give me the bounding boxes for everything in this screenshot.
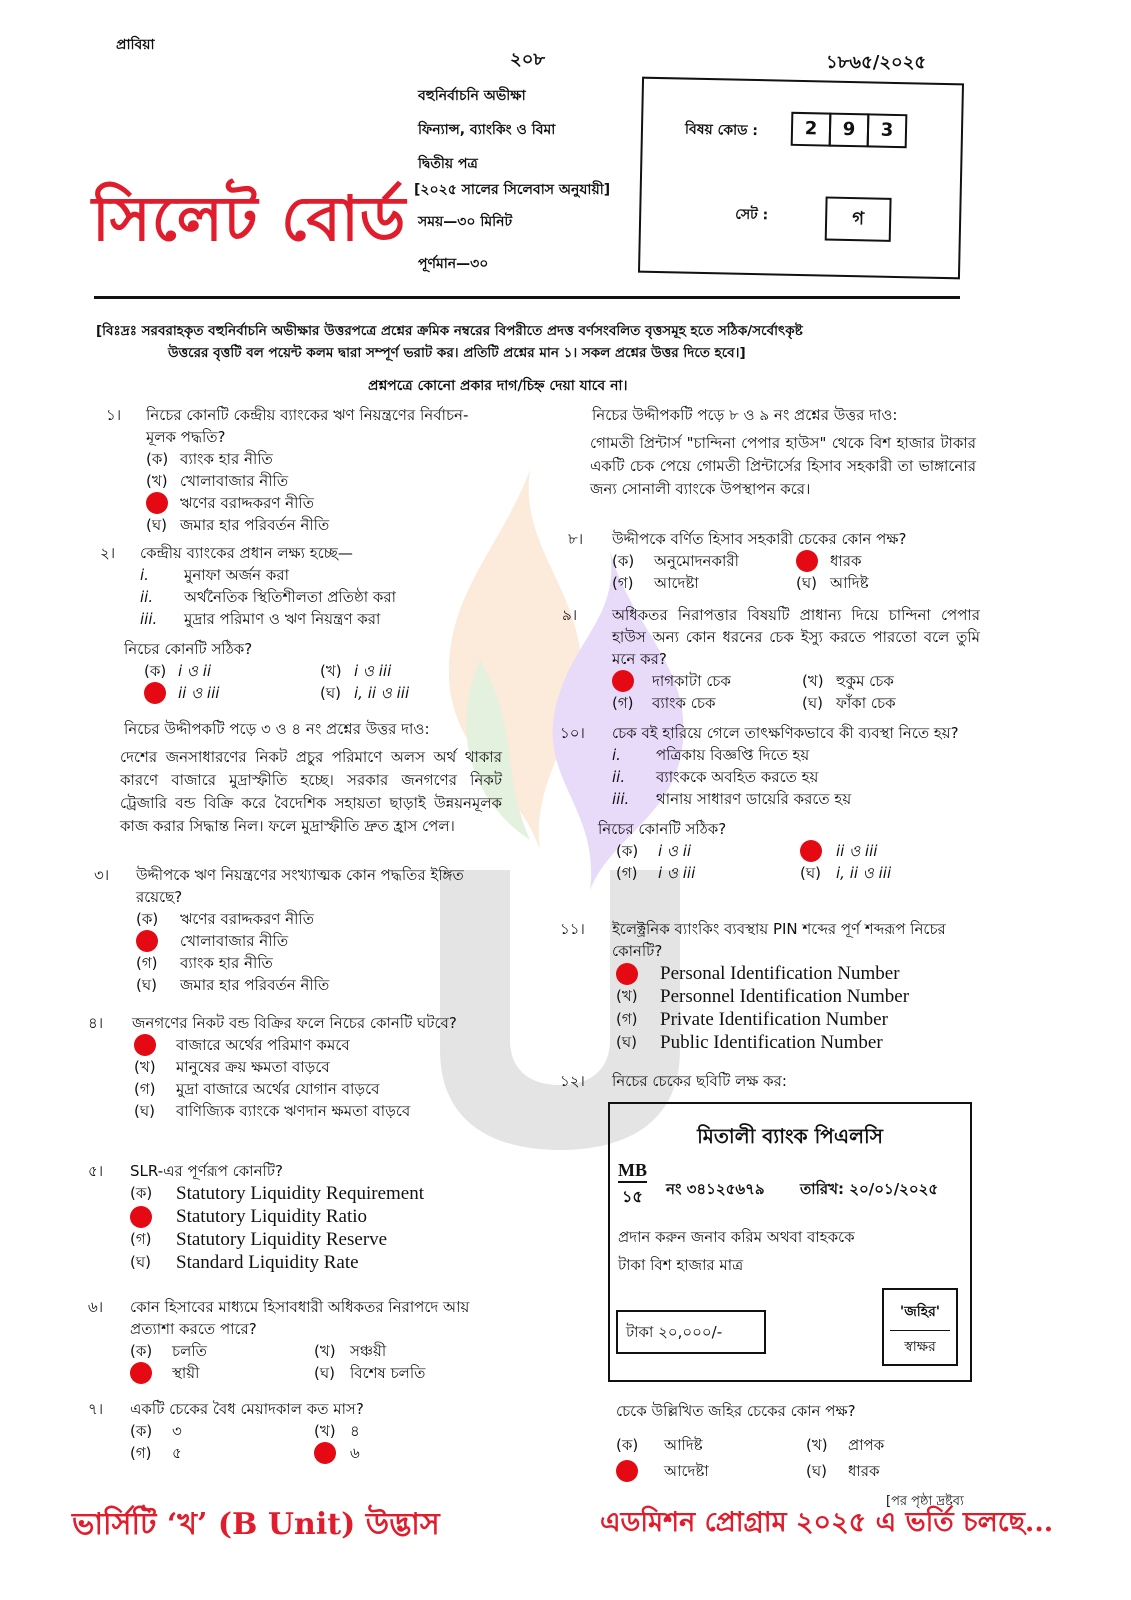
cheque-signature-box: [882, 1288, 958, 1366]
option-d[interactable]: (ঘ) i, ii ও iii: [320, 684, 410, 702]
answer-filled-circle: [130, 1206, 152, 1228]
question-text: নিচের কোনটি কেন্দ্রীয় ব্যাংকের ঋণ নিয়ন্ত্রণের নির্বাচন-: [146, 406, 469, 424]
option-d[interactable]: (ঘ) i, ii ও iii: [800, 864, 892, 882]
question-9: [562, 604, 982, 714]
exam-time: সময়—৩০ মিনিট: [418, 214, 513, 230]
set-label: সেট :: [735, 206, 769, 224]
cheque-amount-words: টাকা বিশ হাজার মাত্র: [618, 1256, 744, 1274]
board-name: সিলেট বোর্ড: [92, 182, 407, 255]
subject-code-digits: [793, 112, 908, 148]
set-value: গ: [825, 197, 892, 242]
no-mark-notice: প্রশ্নপত্রে কোনো প্রকার দাগ/চিহ্ন দেয়া যাবে না।: [368, 378, 628, 394]
question-text: নিচের চেকের ছবিটি লক্ষ কর:: [612, 1072, 787, 1090]
question-ask: নিচের কোনটি সঠিক?: [598, 820, 727, 838]
option-a-answer[interactable]: বাজারে অর্থের পরিমাণ কমবে: [88, 1034, 500, 1056]
option-b[interactable]: (খ) মানুষের ক্রয় ক্ষমতা বাড়বে: [134, 1058, 330, 1076]
option-b-answer[interactable]: Statutory Liquidity Ratio: [88, 1205, 508, 1228]
question-number: ১০।: [560, 724, 585, 742]
question-number: ২।: [100, 544, 116, 562]
option-c[interactable]: (গ) i ও iii: [616, 864, 696, 882]
corner-tag: প্রাবিয়া: [116, 37, 155, 53]
cheque-bank-name: মিতালী ব্যাংক পিএলসি: [697, 1124, 883, 1148]
question-7: [88, 1398, 508, 1464]
question-number: ১।: [106, 406, 122, 424]
question-number: ৬।: [88, 1298, 104, 1316]
question-number: ১২।: [560, 1072, 585, 1090]
statement-iii: iii. থানায় সাধারণ ডায়েরি করতে হয়: [612, 790, 852, 808]
cheque-image: [608, 1102, 972, 1382]
question-2: [100, 542, 510, 704]
question-text: উদ্দীপকে বর্ণিত হিসাব সহকারী চেকের কোন পক্ষ?: [612, 530, 907, 548]
exam-type: বহুনির্বাচনি অভীক্ষা: [418, 88, 526, 104]
option-b[interactable]: (খ) i ও iii: [320, 662, 392, 680]
option-d[interactable]: (ঘ) ধারক: [806, 1462, 880, 1480]
cheque-pay-line: প্রদান করুন জনাব করিম অথবা বাহককে: [618, 1228, 855, 1246]
option-c[interactable]: (গ) আদেষ্টা: [612, 574, 699, 592]
answer-filled-circle: [146, 492, 168, 514]
full-marks: পূর্ণমান—৩০: [418, 256, 489, 272]
footer-brand-left: ভার্সিটি ‘খ’ (B Unit) উদ্ভাস: [72, 1507, 440, 1542]
answer-filled-circle: [800, 840, 822, 862]
option-a-answer[interactable]: Personal Identification Number: [560, 962, 984, 985]
question-number: ৩।: [94, 866, 110, 884]
option-a[interactable]: (ক) i ও ii: [616, 842, 692, 860]
question-12-options: [616, 1434, 996, 1482]
option-c-answer[interactable]: স্থায়ী: [130, 1362, 314, 1384]
option-a[interactable]: (ক) ব্যাংক হার নীতি: [146, 450, 273, 468]
page-number: ২০৮: [510, 49, 546, 70]
subject-code-label: বিষয় কোড :: [684, 121, 759, 140]
option-a[interactable]: (ক) ঋণের বরাদ্দকরণ নীতি: [136, 910, 314, 928]
answer-filled-circle: [314, 1442, 336, 1464]
option-d[interactable]: (ঘ) জমার হার পরিবর্তন নীতি: [146, 516, 330, 534]
option-b[interactable]: (খ) প্রাপক: [806, 1436, 885, 1454]
question-12-ask: চেকে উল্লিখিত জহির চেকের কোন পক্ষ?: [616, 1402, 856, 1420]
question-text: জনগণের নিকট বন্ড বিক্রির ফলে নিচের কোনটি ঘটবে?: [132, 1014, 457, 1032]
answer-filled-circle: [796, 550, 818, 572]
footer-admission-banner: এডমিশন প্রোগ্রাম ২০২৫ এ ভর্তি চলছে...: [600, 1507, 1054, 1538]
option-d[interactable]: (ঘ) জমার হার পরিবর্তন নীতি: [136, 976, 330, 994]
header-divider: [94, 296, 960, 299]
answer-filled-circle: [612, 670, 634, 692]
stimulus-3-4-body: দেশের জনসাধারণের নিকট প্রচুর পরিমাণে অলস অর্থ থাকার কারণে বাজারে মুদ্রাস্ফীতি হচ্ছে। সরকার জনগণের নিকট ট্রেজারি বন্ড বিক্রি করে বৈদেশিক সহায়তা ছাড়াই উন্নয়নমূলক কাজ করার সিদ্ধান্ত নিল। ফলে মুদ্রাস্ফীতি দ্রুত হ্রাস পেল।: [120, 748, 502, 835]
question-6: [88, 1296, 508, 1384]
option-d[interactable]: (ঘ) বিশেষ চলতি: [314, 1364, 426, 1382]
option-a[interactable]: (ক) i ও ii: [144, 662, 212, 680]
stimulus-3-4-heading: নিচের উদ্দীপকটি পড়ে ৩ ও ৪ নং প্রশ্নের উত্তর দাও:: [124, 720, 430, 738]
paper-title: দ্বিতীয় পত্র: [418, 156, 478, 172]
question-text: কেন্দ্রীয় ব্যাংকের প্রধান লক্ষ্য হচ্ছে—: [140, 544, 353, 562]
question-text-cont: মূলক পদ্ধতি?: [146, 428, 226, 446]
option-c[interactable]: (গ) ৫: [130, 1444, 182, 1462]
cheque-signature-name: 'জহির': [899, 1304, 941, 1320]
answer-filled-circle: [134, 1034, 156, 1056]
question-text: উদ্দীপকে ঋণ নিয়ন্ত্রণের সংখ্যাত্মক কোন পদ্ধতির ইঙ্গিত রয়েছে?: [136, 866, 464, 906]
option-b[interactable]: (খ) খোলাবাজার নীতি: [146, 472, 289, 490]
question-text: ইলেক্ট্রনিক ব্যাংকিং ব্যবস্থায় PIN শব্দের পূর্ণ শব্দরূপ নিচের কোনটি?: [612, 920, 946, 960]
statement-i: i. মুনাফা অর্জন করা: [140, 566, 289, 584]
cheque-number: নং ৩৪১২৫৬৭৯: [666, 1180, 765, 1198]
option-a[interactable]: (ক) চলতি: [130, 1342, 207, 1360]
question-8: [568, 528, 988, 594]
answer-filled-circle: [616, 1460, 638, 1482]
option-c[interactable]: (গ) মুদ্রা বাজারে অর্থের যোগান বাড়বে: [134, 1080, 380, 1098]
stimulus-8-9-heading: নিচের উদ্দীপকটি পড়ে ৮ ও ৯ নং প্রশ্নের উত্তর দাও:: [592, 406, 898, 424]
answer-filled-circle: [144, 682, 166, 704]
answer-filled-circle: [616, 963, 638, 985]
statement-i: i. পত্রিকায় বিজ্ঞপ্তি দিতে হয়: [612, 746, 810, 764]
cheque-signature-label: স্বাক্ষর: [890, 1330, 950, 1359]
option-c-answer[interactable]: ii ও iii: [144, 682, 320, 704]
cheque-date: তারিখ: ২০/০১/২০২৫: [800, 1180, 939, 1198]
instruction-line-1: [বিঃদ্রঃ সরবরাহকৃত বহুনির্বাচনি অভীক্ষার উত্তরপত্রে প্রশ্নের ক্রমিক নম্বরের বিপরীতে প্রদত্ত বর্ণসংবলিত বৃত্তসমূহ হতে সঠিক/সর্বোৎকৃষ্ট: [96, 323, 803, 339]
question-3: [94, 864, 504, 996]
option-b[interactable]: (খ) Personnel Identification Number: [616, 986, 910, 1007]
question-text: অধিকতর নিরাপত্তার বিষয়টি প্রাধান্য দিয়ে চান্দিনা পেপার হাউস অন্য কোন ধরনের চেক ইস্যু করতে পারতো বলে তুমি মনে কর?: [612, 606, 980, 668]
question-text: কোন হিসাবের মাধ্যমে হিসাবধারী অধিকতর নিরাপদে আয় প্রত্যাশা করতে পারে?: [130, 1298, 470, 1338]
option-c[interactable]: (গ) Private Identification Number: [616, 1009, 888, 1030]
option-a[interactable]: (ক) ৩: [130, 1422, 182, 1440]
stimulus-8-9-body: গোমতী প্রিন্টার্স "চান্দিনা পেপার হাউস" থেকে বিশ হাজার টাকার একটি চেক পেয়ে গোমতী প্রিন্টার্সের হিসাব সহকারী তা ভাঙ্গানোর জন্য সোনালী ব্যাংকে উপস্থাপন করে।: [590, 434, 976, 498]
syllabus-note: [২০২৫ সালের সিলেবাস অনুযায়ী]: [414, 182, 611, 198]
option-c[interactable]: (গ) ব্যাংক চেক: [612, 694, 716, 712]
statement-iii: iii. মুদ্রার পরিমাণ ও ঋণ নিয়ন্ত্রণ করা: [140, 610, 381, 628]
option-b-answer[interactable]: ধারক: [796, 550, 862, 572]
next-page-note: [পর পৃষ্ঠা দ্রষ্টব্য: [886, 1494, 964, 1509]
question-text: SLR-এর পূর্ণরূপ কোনটি?: [130, 1162, 283, 1180]
question-ask: নিচের কোনটি সঠিক?: [124, 640, 253, 658]
option-a[interactable]: (ক) অনুমোদনকারী: [612, 552, 739, 570]
question-10: [560, 722, 984, 884]
question-5: [88, 1160, 508, 1274]
option-a[interactable]: (ক) Statutory Liquidity Requirement: [130, 1183, 425, 1204]
option-d[interactable]: (ঘ) বাণিজ্যিক ব্যাংকে ঋণদান ক্ষমতা বাড়বে: [134, 1102, 411, 1120]
statement-ii: ii. অর্থনৈতিক স্থিতিশীলতা প্রতিষ্ঠা করা: [140, 588, 396, 606]
question-text: একটি চেকের বৈধ মেয়াদকাল কত মাস?: [130, 1400, 364, 1418]
answer-filled-circle: [130, 1362, 152, 1384]
option-d-answer[interactable]: ৬: [314, 1442, 360, 1464]
option-b[interactable]: (খ) হুকুম চেক: [802, 672, 894, 690]
question-text: চেক বই হারিয়ে গেলে তাৎক্ষণিকভাবে কী ব্যবস্থা নিতে হয়?: [612, 724, 959, 742]
option-d[interactable]: (ঘ) Public Identification Number: [616, 1032, 883, 1053]
question-number: ৪।: [88, 1014, 104, 1032]
option-a-answer[interactable]: দাগকাটা চেক: [612, 670, 802, 692]
option-b-answer[interactable]: ii ও iii: [800, 840, 877, 862]
subject-title: ফিন্যান্স, ব্যাংকিং ও বিমা: [418, 122, 556, 138]
option-b[interactable]: (খ) সঞ্চয়ী: [314, 1342, 387, 1360]
cheque-mb-number: ১৫: [622, 1187, 643, 1206]
code-digit: 3: [867, 113, 908, 148]
statement-ii: ii. ব্যাংককে অবহিত করতে হয়: [612, 768, 819, 786]
option-d[interactable]: (ঘ) আদিষ্ট: [796, 574, 869, 592]
option-c-answer[interactable]: ঋণের বরাদ্দকরণ নীতি: [106, 492, 506, 514]
code-digit: 9: [829, 113, 870, 148]
serial-number: ১৮৬৫/২০২৫: [826, 52, 927, 73]
option-a[interactable]: (ক) আদিষ্ট: [616, 1436, 703, 1454]
option-b-answer[interactable]: খোলাবাজার নীতি: [94, 930, 504, 952]
question-number: ১১।: [560, 920, 585, 938]
question-number: ৯।: [562, 606, 578, 624]
cheque-amount-box: টাকা ২০,০০০/-: [616, 1310, 766, 1354]
cheque-mb: MB: [618, 1160, 647, 1183]
option-d[interactable]: (ঘ) Standard Liquidity Rate: [130, 1252, 359, 1273]
option-c[interactable]: (গ) Statutory Liquidity Reserve: [130, 1229, 388, 1250]
subject-code-box: [638, 77, 964, 280]
code-digit: 2: [791, 112, 832, 147]
option-c[interactable]: (গ) ব্যাংক হার নীতি: [136, 954, 273, 972]
question-11: [560, 918, 984, 1054]
option-c-answer[interactable]: আদেষ্টা: [616, 1460, 806, 1482]
question-12: [560, 1070, 980, 1092]
instruction-line-2: উত্তরের বৃত্তটি বল পয়েন্ট কলম দ্বারা সম্পূর্ণ ভরাট কর। প্রতিটি প্রশ্নের মান ১। সকল প্রশ্নের উত্তর দিতে হবে।]: [168, 345, 746, 361]
option-d[interactable]: (ঘ) ফাঁকা চেক: [802, 694, 896, 712]
question-number: ৮।: [568, 530, 584, 548]
question-number: ৫।: [88, 1162, 104, 1180]
question-number: ৭।: [88, 1400, 104, 1418]
option-b[interactable]: (খ) ৪: [314, 1422, 360, 1440]
question-4: [88, 1012, 500, 1122]
question-1: [106, 404, 506, 536]
answer-filled-circle: [136, 930, 158, 952]
